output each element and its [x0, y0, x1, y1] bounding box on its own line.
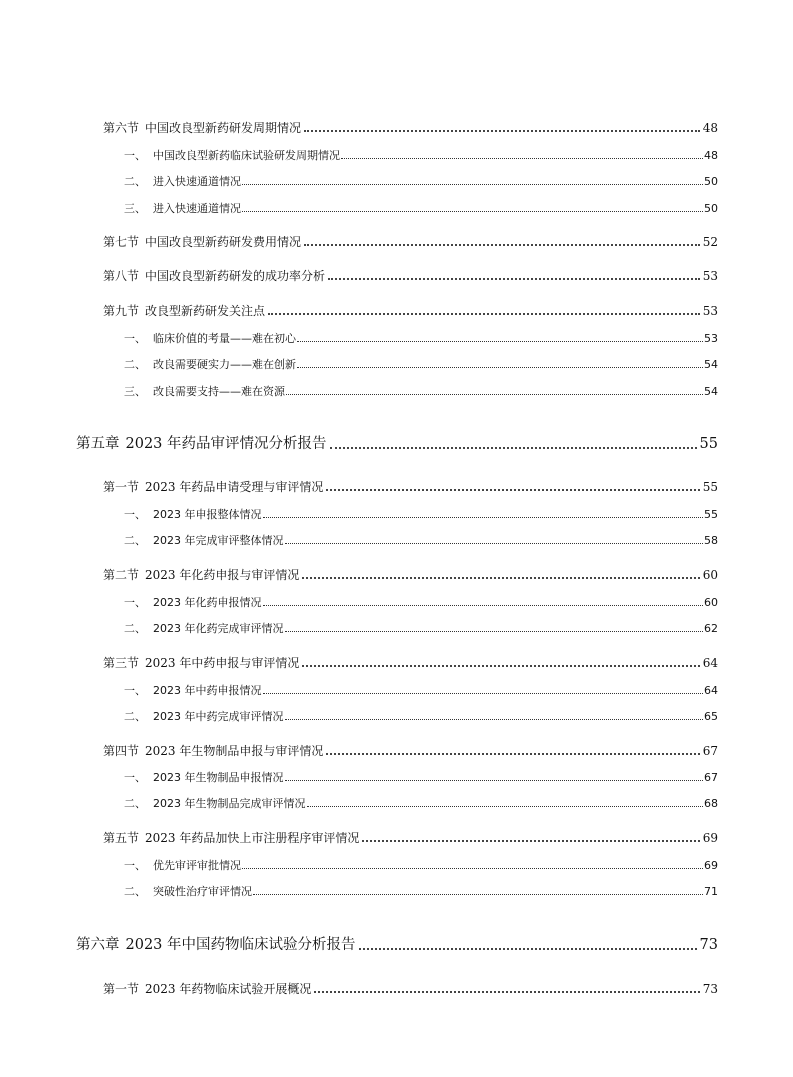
toc-page-number: 69 — [704, 859, 718, 872]
toc-page-number: 55 — [702, 480, 718, 494]
toc-section-row[interactable] — [103, 742, 718, 759]
toc-title: 突破性治疗审评情况 — [153, 885, 252, 898]
toc-item-row[interactable] — [124, 708, 718, 724]
toc-page-number: 53 — [702, 304, 718, 318]
toc-title: 2023 年中药完成审评情况 — [153, 710, 284, 723]
toc-number: 第一节 — [103, 480, 140, 494]
toc-chapter-row[interactable] — [76, 933, 718, 954]
toc-leader-dots — [268, 313, 700, 315]
toc-section-row[interactable] — [103, 654, 718, 671]
toc-item-row[interactable] — [124, 795, 718, 811]
toc-title: 优先审评审批情况 — [153, 859, 241, 872]
toc-leader-dots — [341, 158, 703, 159]
toc-page-number: 48 — [702, 121, 718, 135]
toc-page-number: 73 — [702, 982, 718, 996]
toc-page-number: 60 — [704, 596, 718, 609]
toc-item-row[interactable] — [124, 200, 718, 216]
toc-number: 第一节 — [103, 982, 140, 996]
toc-item-row[interactable] — [124, 857, 718, 873]
toc-number: 二、 — [124, 534, 146, 547]
toc-number: 一、 — [124, 684, 146, 697]
toc-page-number: 52 — [702, 235, 718, 249]
toc-leader-dots — [242, 211, 703, 212]
toc-title: 2023 年中药申报与审评情况 — [145, 656, 300, 670]
toc-section-row[interactable] — [103, 302, 718, 319]
toc-page-number: 62 — [704, 622, 718, 635]
toc-number: 一、 — [124, 508, 146, 521]
toc-page-number: 55 — [704, 508, 718, 521]
toc-page-number: 60 — [702, 568, 718, 582]
toc-number: 第九节 — [103, 304, 140, 318]
toc-leader-dots — [330, 447, 697, 449]
toc-title: 改良需要硬实力——难在创新 — [153, 358, 296, 371]
toc-leader-dots — [285, 543, 704, 544]
toc-number: 二、 — [124, 797, 146, 810]
toc-leader-dots — [302, 665, 699, 667]
toc-page-number: 71 — [704, 885, 718, 898]
toc-page-number: 68 — [704, 797, 718, 810]
toc-title: 中国改良型新药研发费用情况 — [145, 235, 302, 249]
toc-section-row[interactable] — [103, 566, 718, 583]
toc-number: 第五节 — [103, 831, 140, 845]
toc-page-number: 55 — [699, 436, 718, 452]
toc-page-number: 53 — [702, 269, 718, 283]
toc-number: 第二节 — [103, 568, 140, 582]
toc-leader-dots — [328, 278, 700, 280]
toc-leader-dots — [286, 394, 703, 395]
toc-number: 一、 — [124, 149, 146, 162]
toc-title: 2023 年药品审评情况分析报告 — [125, 436, 327, 452]
toc-title: 中国改良型新药临床试验研发周期情况 — [153, 149, 340, 162]
toc-section-row[interactable] — [103, 233, 718, 250]
toc-item-row[interactable] — [124, 682, 718, 698]
toc-section-row[interactable] — [103, 119, 718, 136]
toc-page-number: 48 — [704, 149, 718, 162]
toc-title: 2023 年生物制品完成审评情况 — [153, 797, 306, 810]
toc-page-number: 64 — [702, 656, 718, 670]
toc-leader-dots — [263, 605, 704, 606]
toc-item-row[interactable] — [124, 620, 718, 636]
toc-title: 2023 年生物制品申报情况 — [153, 771, 284, 784]
toc-title: 2023 年药物临床试验开展概况 — [145, 982, 312, 996]
toc-number: 二、 — [124, 622, 146, 635]
toc-number: 三、 — [124, 385, 146, 398]
toc-page-number: 67 — [704, 771, 718, 784]
toc-chapter-row[interactable] — [76, 432, 718, 453]
toc-page-number: 65 — [704, 710, 718, 723]
toc-leader-dots — [359, 948, 697, 950]
toc-item-row[interactable] — [124, 147, 718, 163]
toc-leader-dots — [253, 894, 703, 895]
toc-item-row[interactable] — [124, 594, 718, 610]
toc-title: 2023 年完成审评整体情况 — [153, 534, 284, 547]
toc-title: 进入快速通道情况 — [153, 202, 241, 215]
toc-page-number: 50 — [704, 202, 718, 215]
toc-number: 二、 — [124, 710, 146, 723]
toc-section-row[interactable] — [103, 267, 718, 284]
toc-title: 临床价值的考量——难在初心 — [153, 332, 296, 345]
toc-leader-dots — [297, 341, 703, 342]
toc-number: 第四节 — [103, 744, 140, 758]
toc-leader-dots — [302, 577, 699, 579]
toc-item-row[interactable] — [124, 383, 718, 399]
toc-number: 第六章 — [76, 937, 120, 953]
toc-number: 第八节 — [103, 269, 140, 283]
toc-page-number: 67 — [702, 744, 718, 758]
toc-section-row[interactable] — [103, 478, 718, 495]
toc-title: 改良型新药研发关注点 — [145, 304, 266, 318]
toc-title: 2023 年申报整体情况 — [153, 508, 262, 521]
toc-number: 第三节 — [103, 656, 140, 670]
toc-page-number: 69 — [702, 831, 718, 845]
toc-leader-dots — [362, 840, 699, 842]
toc-title: 中国改良型新药研发的成功率分析 — [145, 269, 326, 283]
toc-section-row[interactable] — [103, 980, 718, 997]
toc-number: 第七节 — [103, 235, 140, 249]
toc-item-row[interactable] — [124, 356, 718, 372]
toc-item-row[interactable] — [124, 769, 718, 785]
toc-item-row[interactable] — [124, 506, 718, 522]
toc-leader-dots — [263, 517, 704, 518]
toc-title: 进入快速通道情况 — [153, 175, 241, 188]
toc-leader-dots — [285, 719, 704, 720]
toc-leader-dots — [242, 868, 703, 869]
toc-leader-dots — [307, 806, 704, 807]
toc-number: 三、 — [124, 202, 146, 215]
toc-page-number: 64 — [704, 684, 718, 697]
toc-leader-dots — [297, 367, 703, 368]
toc-title: 2023 年药品申请受理与审评情况 — [145, 480, 324, 494]
toc-leader-dots — [285, 631, 704, 632]
toc-number: 一、 — [124, 859, 146, 872]
toc-leader-dots — [242, 184, 703, 185]
toc-page-number: 54 — [704, 385, 718, 398]
toc-number: 一、 — [124, 596, 146, 609]
toc-number: 二、 — [124, 358, 146, 371]
toc-page-number: 50 — [704, 175, 718, 188]
toc-leader-dots — [326, 753, 699, 755]
toc-leader-dots — [314, 991, 699, 993]
toc-item-row[interactable] — [124, 330, 718, 346]
toc-leader-dots — [304, 130, 700, 132]
toc-number: 二、 — [124, 175, 146, 188]
toc-title: 2023 年化药申报与审评情况 — [145, 568, 300, 582]
toc-number: 第六节 — [103, 121, 140, 135]
toc-title: 2023 年化药申报情况 — [153, 596, 262, 609]
toc-title: 中国改良型新药研发周期情况 — [145, 121, 302, 135]
toc-title: 改良需要支持——难在资源 — [153, 385, 285, 398]
toc-number: 一、 — [124, 771, 146, 784]
toc-number: 二、 — [124, 885, 146, 898]
toc-title: 2023 年化药完成审评情况 — [153, 622, 284, 635]
toc-item-row[interactable] — [124, 532, 718, 548]
toc-item-row[interactable] — [124, 883, 718, 899]
toc-page-number: 53 — [704, 332, 718, 345]
toc-leader-dots — [263, 693, 704, 694]
toc-title: 2023 年生物制品申报与审评情况 — [145, 744, 324, 758]
toc-section-row[interactable] — [103, 829, 718, 846]
toc-leader-dots — [326, 489, 699, 491]
toc-title: 2023 年中国药物临床试验分析报告 — [125, 937, 356, 953]
toc-number: 一、 — [124, 332, 146, 345]
toc-title: 2023 年药品加快上市注册程序审评情况 — [145, 831, 360, 845]
toc-number: 第五章 — [76, 436, 120, 452]
toc-item-row[interactable] — [124, 173, 718, 189]
toc-leader-dots — [304, 244, 700, 246]
toc-page-number: 54 — [704, 358, 718, 371]
toc-title: 2023 年中药申报情况 — [153, 684, 262, 697]
toc-page-number: 73 — [699, 937, 718, 953]
toc-leader-dots — [285, 780, 704, 781]
toc-page-number: 58 — [704, 534, 718, 547]
